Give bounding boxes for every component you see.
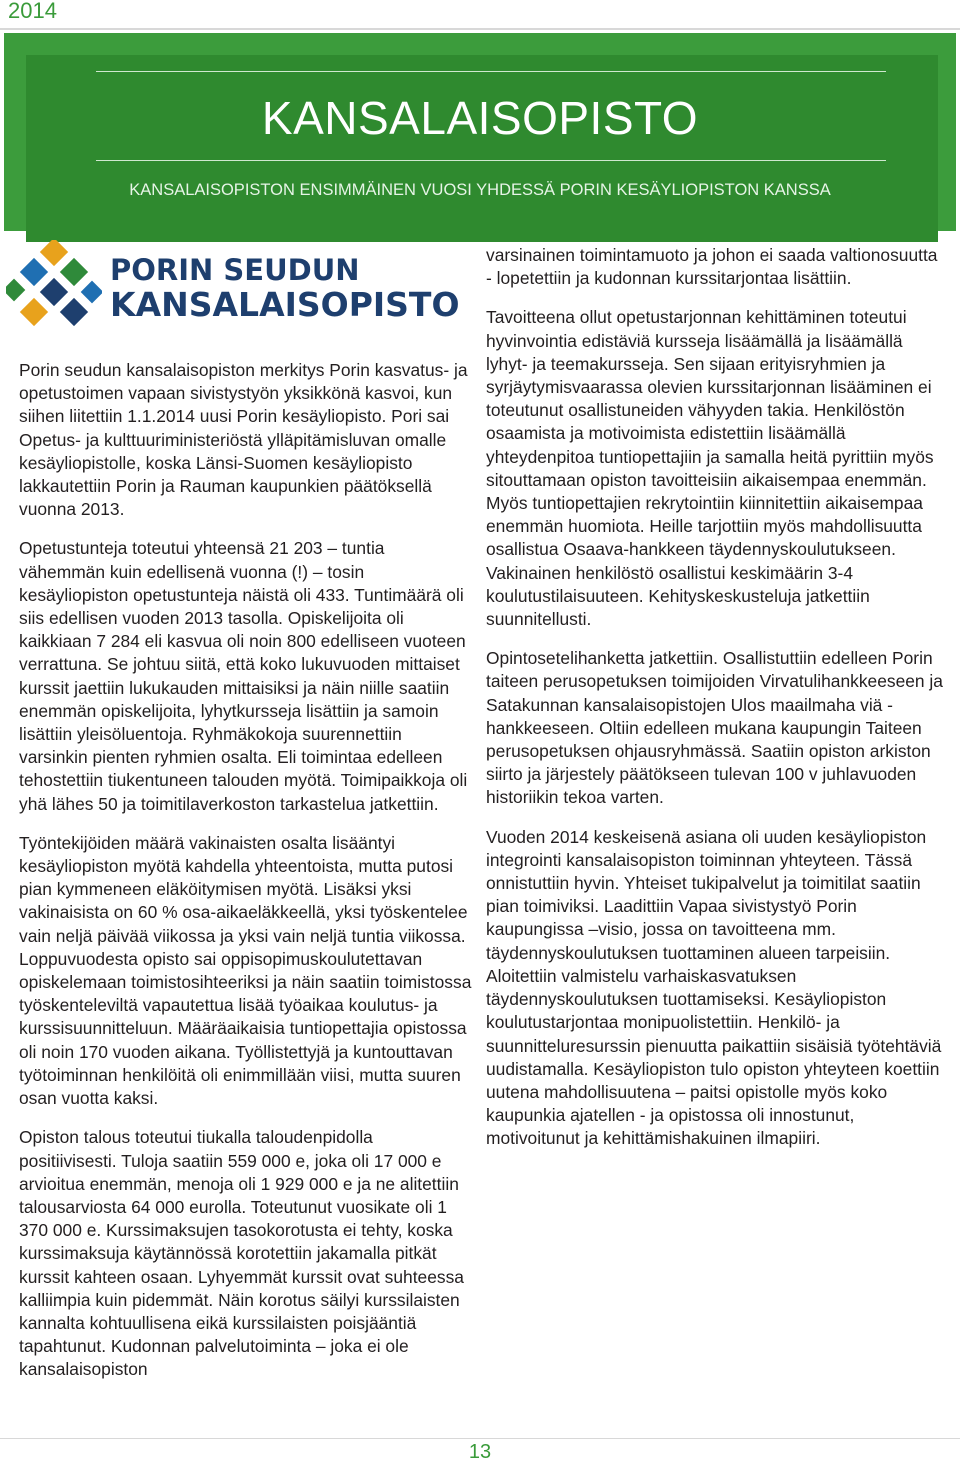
right-column (486, 244, 944, 1167)
top-divider (0, 28, 960, 30)
page-subtitle: KANSALAISOPISTON ENSIMMÄINEN VUOSI YHDESSÄ PORIN KESÄYLIOPISTON KANSSA (129, 181, 831, 199)
paragraph: Opetustunteja toteutui yhteensä 21 203 – tuntia vähemmän kuin edellisenä vuonna (!) – tosin kesäyliopiston opetustunteja näistä oli 433. Tuntimäärä oli siis edellisen vuoden 2013 tasolla. Opiskelijoita oli kaikkiaan 7 284 eli kasvua oli noin 800 edelliseen vuoteen verrattuna. Se johtuu siitä, että koko lukuvuoden mittaiset kurssit jaettiin lukukauden mittaisiksi ja näin niille saatiin enemmän opiskelijoita, lyhytkursseja lisättiin ja samoin lisättiin yleisöluentoja. Ryhmäkokoja suurennettiin varsinkin pienten ryhmien osalta. Eli toimintaa edelleen tehostettiin tiukentuneen talouden myötä. Toimipaikkoja oli yhä lähes 50 ja toimitilaverkoston tarkastelua jatkettiin. (19, 538, 468, 814)
porin-seudun-kansalaisopisto-logo (6, 240, 466, 336)
banner-rule-top (96, 71, 886, 72)
page-title: KANSALAISOPISTO (261, 92, 699, 144)
logo-line-1: PORIN SEUDUN (110, 253, 360, 287)
logo-diamond-icon (6, 240, 102, 336)
left-column (19, 359, 475, 1398)
paragraph: Vuoden 2014 keskeisenä asiana oli uuden kesäyliopiston integrointi kansalaisopiston toiminnan yhteyteen. Tässä onnistuttiin hyvin. Yhteiset tukipalvelut ja toimitilat saatiin pian toimiviksi. Laadittiin Vapaa sivistystyö Porin kaupungissa –visio, jossa on tavoitteena mm. täydennyskoulutuksen tuottaminen alueen tarpeisiin. Aloitettiin valmistelu varhaiskasvatuksen täydennyskoulutuksen tuottamiseksi. Kesäyliopiston koulutustarjontaa monipuolistettiin. Henkilö- ja suunnitteluresurssin pienuutta paikattiin sisäisiä työtehtäviä uudistamalla. Kesäyliopiston tulo opiston yhteyteen koettiin uutena mahdollisuutena – paitsi opistolle myös koko kaupunkia ajatellen - ja opistossa oli innostunut, motivoitunut ja kehittämishakuinen ilmapiiri. (486, 826, 942, 1149)
paragraph: varsinainen toimintamuoto ja johon ei saada valtionosuutta - lopetettiin ja kudonnan kurssitarjontaa lisättiin. (486, 245, 938, 289)
year-label: 2014 (8, 0, 57, 23)
page-number: 13 (468, 1441, 492, 1463)
title-banner-inner (26, 55, 938, 242)
logo-line-2: KANSALAISOPISTO (110, 285, 460, 324)
paragraph: Opiston talous toteutui tiukalla taloudenpidolla positiivisesti. Tuloja saatiin 559 000 e, joka oli 17 000 e arvioitua enemmän, menoja oli 1 929 000 e ja ne alitettiin talousarviosta 64 000 eurolla. Toteutunut vuosikate oli 1 370 000 e. Kurssimaksujen tasokorotusta ei tehty, koska kurssimaksuja käytännössä korotettiin jakamalla pitkät kurssit kahteen osaan. Lyhyemmät kurssit ovat suhteessa kalliimpia kuin pidemmät. Näin korotus säilyi kurssilaisten kannalta kohtuullisena eikä kurssilaisten poisjääntiä tapahtunut. Kudonnan palvelutoiminta – joka ei ole kansalaisopiston (19, 1127, 464, 1380)
bottom-divider (0, 1438, 960, 1439)
paragraph: Opintosetelihanketta jatkettiin. Osallistuttiin edelleen Porin taiteen perusopetuksen toimijoiden Virvatulihankkeeseen ja Satakunnan kansalaisopistojen Ulos maailmaha viä -hankkeeseen. Oltiin edelleen mukana kaupungin Taiteen perusopetuksen ohjausryhmässä. Saatiin opiston arkiston siirto ja järjestely päätökseen tulevan 100 v juhlavuoden historiikin tekoa varten. (486, 648, 943, 808)
paragraph: Työntekijöiden määrä vakinaisten osalta lisääntyi kesäyliopiston myötä kahdella yhteentoista, mutta putosi pian kymmeneen eläköitymisen myötä. Lisäksi yksi vakinaisista on 60 % osa-aikaeläkkeellä, yksi työskentelee vain neljä päivää viikossa ja yksi vain neljä tuntia viikossa. Loppuvuodesta opisto sai oppisopimuskoulutettavan opiskelemaan toimistosihteeriksi ja näin saatiin toimistossa työskenteleviltä vapautettua lisää työaikaa koulutus- ja kurssisuunnitteluun. Määräaikaisia tuntiopettajia opistossa oli noin 170 vuoden aikana. Työllistettyjä ja kuntouttavan työtoiminnan henkilöitä oli enimmillään viisi, mutta suuren osan vuotta kaksi. (19, 832, 472, 1109)
paragraph: Porin seudun kansalaisopiston merkitys Porin kasvatus- ja opetustoimen vapaan sivistystyön yksikkönä kasvoi, kun siihen liitettiin 1.1.2014 uusi Porin kesäyliopisto. Pori sai Opetus- ja kulttuuriministeriöstä ylläpitämisluvan omalle kesäyliopistolle, koska Länsi-Suomen kesäyliopisto lakkautettiin Porin ja Rauman kaupunkien päätöksellä vuonna 2013. (19, 360, 468, 520)
paragraph: Tavoitteena ollut opetustarjonnan kehittäminen toteutui hyvinvointia edistäviä kursseja lisäämällä ja lisäämällä lyhyt- ja teemakursseja. Sen sijaan erityisryhmien ja syrjäytymisvaarassa olevien kurssitarjonnan lisääminen ei toteutunut osallistuneiden vähyyden takia. Henkilöstön osaamista ja motivoimista edistettiin lisäämällä yhteydenpitoa tuntiopettajiin ja samalla heitä pyrittiin myös sitouttamaan opiston tavoitteisiin aikaisempaa enemmän. Myös tuntiopettajien rekrytointiin kiinnitettiin aikaisempaa enemmän huomiota. Heille tarjottiin myös mahdollisuutta osallistua Osaava-hankkeen täydennyskoulutukseen. Vakinainen henkilöstö osallistui keskimäärin 3-4 koulutustilaisuuteen. Kehityskeskusteluja jatkettiin suunnitellusti. (486, 307, 934, 630)
banner-rule-bottom (96, 160, 886, 161)
